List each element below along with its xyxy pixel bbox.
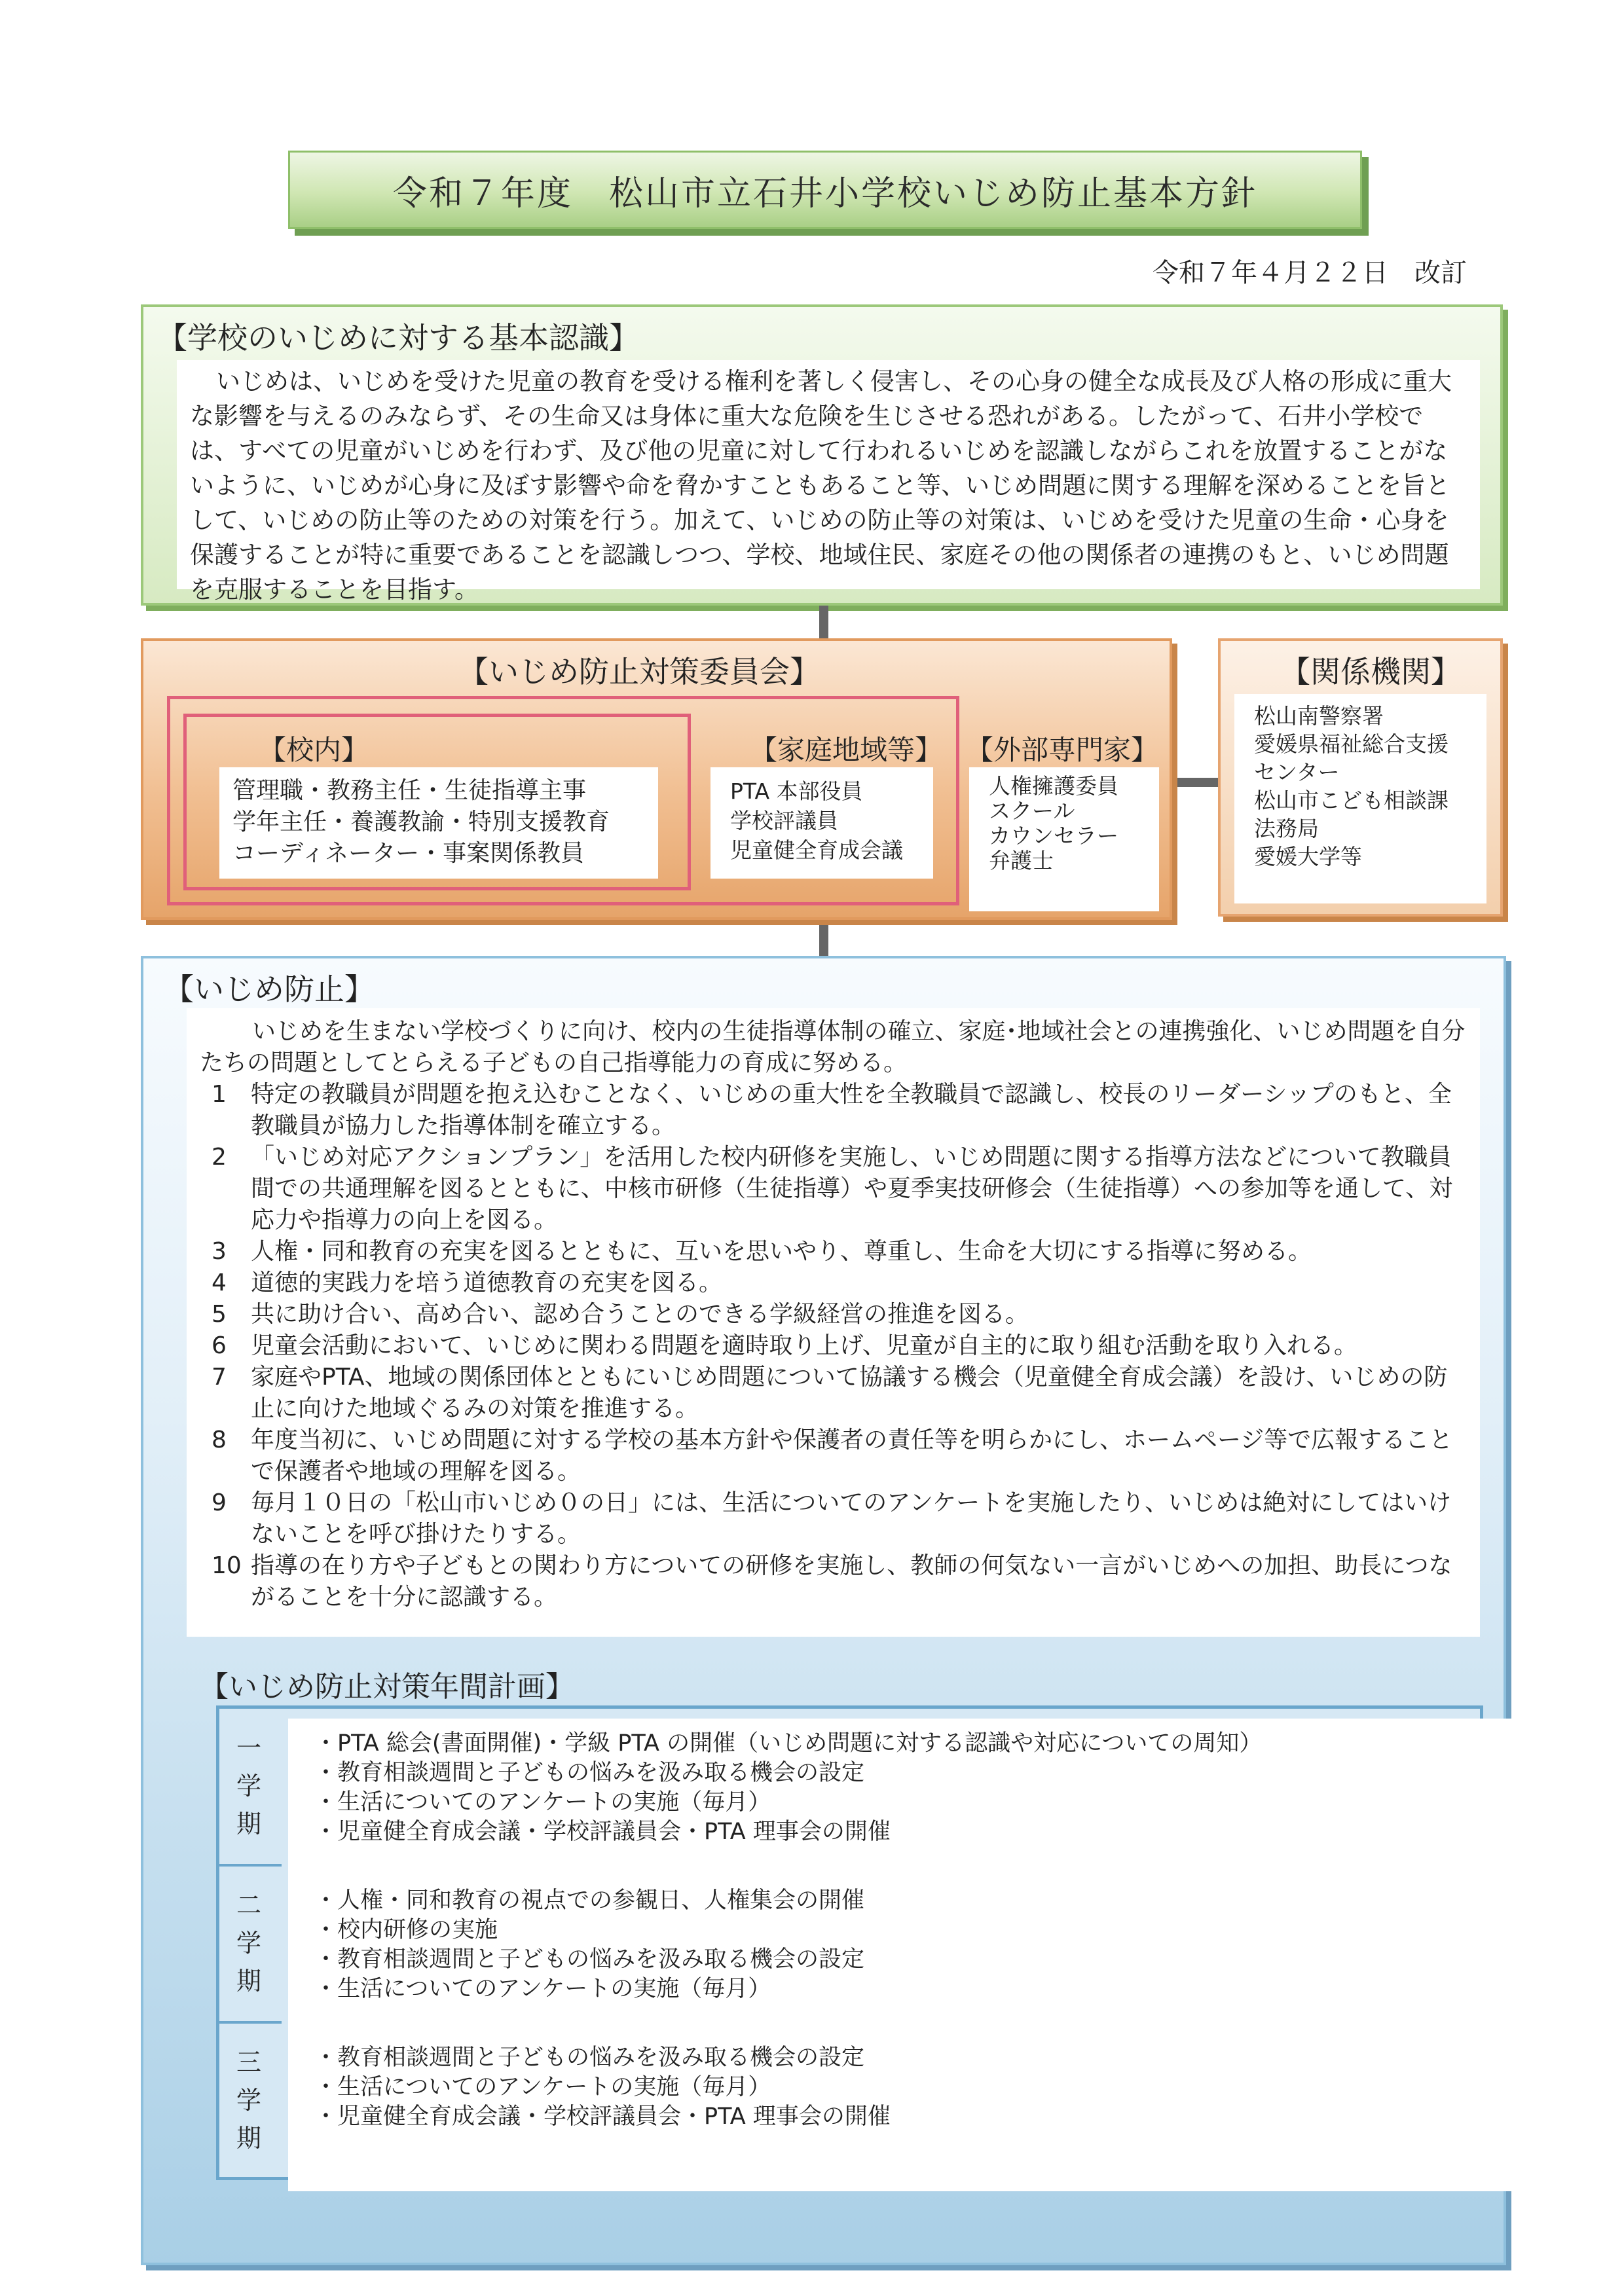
- item-text: 児童会活動において、いじめに関わる問題を適時取り上げ、児童が自主的に取り組む活動を取り入れる。: [251, 1332, 1357, 1359]
- list-item: ・生活についてのアンケートの実施（毎月）: [314, 1976, 771, 2002]
- list-item: 児童健全育成会議: [730, 837, 903, 863]
- prevention-item: [200, 1299, 1467, 1330]
- prevention-item: [200, 1487, 1467, 1550]
- list-item: PTA 本部役員: [730, 778, 863, 804]
- term-label-char: 二: [236, 1890, 261, 1920]
- item-number: 2: [212, 1144, 227, 1171]
- term-divider: [219, 2021, 282, 2024]
- list-item: 松山市こども相談課: [1254, 788, 1449, 813]
- item-number: 9: [212, 1489, 227, 1516]
- list-item: ・児童健全育成会議・学校評議員会・PTA 理事会の開催: [314, 2104, 891, 2130]
- term-label-char: 期: [236, 1966, 261, 1995]
- prevention-item: [200, 1362, 1467, 1425]
- list-item: コーディネーター・事案関係教員: [232, 840, 585, 867]
- term-label-char: 期: [236, 2123, 261, 2153]
- item-text: 指導の在り方や子どもとの関わり方についての研修を実施し、教師の何気ない一言がいじめへの加担、助長につながることを十分に認識する。: [251, 1552, 1452, 1611]
- term-activities-second: [288, 1876, 1526, 2034]
- item-number: 6: [212, 1332, 227, 1359]
- prevention-item: [200, 1550, 1467, 1613]
- list-item: ・人権・同和教育の視点での参観日、人権集会の開催: [314, 1887, 865, 1914]
- prevention-body: [187, 1008, 1480, 1637]
- term-label-char: 学: [236, 1928, 261, 1958]
- list-item: 愛媛県福祉総合支援: [1254, 731, 1449, 757]
- prevention-item: [200, 1236, 1467, 1267]
- connector-line: [1172, 778, 1218, 787]
- family-community-heading: 【家庭地域等】: [750, 734, 943, 766]
- list-item: センター: [1254, 759, 1340, 785]
- school-members-list: [219, 767, 658, 879]
- term-label-char: 三: [236, 2047, 261, 2077]
- revision-date: 令和７年４月２２日 改訂: [1153, 258, 1467, 288]
- prevention-item: [200, 1079, 1467, 1142]
- item-number: 4: [212, 1269, 227, 1296]
- list-item: ・生活についてのアンケートの実施（毎月）: [314, 1789, 771, 1815]
- list-item: カウンセラー: [989, 823, 1118, 848]
- prevention-item: [200, 1330, 1467, 1362]
- related-orgs-list: [1234, 694, 1486, 903]
- term-label-char: 学: [236, 1771, 261, 1800]
- prevention-item: [200, 1267, 1467, 1299]
- item-number: 10: [212, 1552, 242, 1579]
- page-title: 令和７年度 松山市立石井小学校いじめ防止基本方針: [288, 151, 1362, 229]
- list-item: 学校評議員: [730, 808, 838, 833]
- item-number: 1: [212, 1081, 227, 1108]
- term-label-first: [223, 1712, 275, 1859]
- list-item: ・教育相談週間と子どもの悩みを汲み取る機会の設定: [314, 2045, 865, 2071]
- term-label-char: 一: [236, 1733, 261, 1762]
- term-label-char: 学: [236, 2085, 261, 2115]
- item-text: 特定の教職員が問題を抱え込むことなく、いじめの重大性を全教職員で認識し、校長のリーダーシップのもと、全教職員が協力した指導体制を確立する。: [251, 1081, 1452, 1139]
- list-item: ・教育相談週間と子どもの悩みを汲み取る機会の設定: [314, 1946, 865, 1973]
- list-item: ・教育相談週間と子どもの悩みを汲み取る機会の設定: [314, 1760, 865, 1786]
- list-item: ・校内研修の実施: [314, 1917, 498, 1943]
- item-number: 3: [212, 1238, 227, 1265]
- item-number: 8: [212, 1427, 227, 1453]
- item-number: 5: [212, 1301, 227, 1328]
- external-experts-heading: 【外部専門家】: [966, 734, 1159, 766]
- related-orgs-heading: 【関係機関】: [1280, 654, 1461, 689]
- item-text: 共に助け合い、高め合い、認め合うことのできる学級経営の推進を図る。: [251, 1301, 1029, 1328]
- term-label-char: 期: [236, 1809, 261, 1838]
- list-item: 法務局: [1254, 816, 1319, 841]
- list-item: ・児童健全育成会議・学校評議員会・PTA 理事会の開催: [314, 1819, 891, 1845]
- list-item: スクール: [989, 798, 1075, 824]
- list-item: 弁護士: [989, 848, 1054, 873]
- prevention-intro: いじめを生まない学校づくりに向け、校内の生徒指導体制の確立、家庭･地域社会との連携強化、いじめ問題を自分たちの問題としてとらえる子どもの自己指導能力の育成に努める。: [200, 1018, 1466, 1076]
- item-text: 毎月１０日の「松山市いじめ０の日」には、生活についてのアンケートを実施したり、いじめは絶対にしてはいけないことを呼び掛けたりする。: [251, 1489, 1452, 1548]
- term-divider: [219, 1864, 282, 1867]
- item-text: 「いじめ対応アクションプラン」を活用した校内研修を実施し、いじめ問題に関する指導方法などについて教職員間での共通理解を図るとともに、中核市研修（生徒指導）や夏季実技研修会（生徒指導）への参加等を通して、対応力や指導力の向上を図る。: [251, 1144, 1453, 1233]
- school-members-heading: 【校内】: [259, 734, 369, 766]
- term-label-second: [223, 1869, 275, 2016]
- basic-recognition-body: [177, 360, 1480, 604]
- list-item: 人権擁護委員: [989, 773, 1118, 799]
- item-text: 家庭やPTA、地域の関係団体とともにいじめ問題について協議する機会（児童健全育成会議）を設け、いじめの防止に向けた地域ぐるみの対策を推進する。: [251, 1364, 1448, 1422]
- item-number: 7: [212, 1364, 227, 1391]
- term-activities-first: [288, 1719, 1526, 1877]
- external-experts-list: [969, 767, 1159, 911]
- term-activities-third: [288, 2033, 1526, 2191]
- list-item: 管理職・教務主任・生徒指導主事: [232, 777, 587, 804]
- prevention-item: [200, 1142, 1467, 1236]
- item-text: 人権・同和教育の充実を図るとともに、互いを思いやり、尊重し、生命を大切にする指導に努める。: [251, 1238, 1312, 1265]
- prevention-item: [200, 1425, 1467, 1487]
- committee-heading: 【いじめ防止対策委員会】: [458, 654, 820, 689]
- list-item: 愛媛大学等: [1254, 844, 1362, 869]
- item-text: 年度当初に、いじめ問題に対する学校の基本方針や保護者の責任等を明らかにし、ホームページ等で広報することで保護者や地域の理解を図る。: [251, 1427, 1453, 1485]
- list-item: ・PTA 総会(書面開催)・学級 PTA の開催（いじめ問題に対する認識や対応についての周知）: [314, 1730, 1263, 1757]
- basic-recognition-heading: 【学校のいじめに対する基本認識】: [157, 320, 639, 355]
- item-text: 道徳的実践力を培う道徳教育の充実を図る。: [251, 1269, 723, 1296]
- annual-plan-heading: 【いじめ防止対策年間計画】: [200, 1670, 574, 1704]
- list-item: 学年主任・養護教諭・特別支援教育: [232, 809, 610, 835]
- term-label-third: [223, 2026, 275, 2174]
- basic-recognition-text: いじめは、いじめを受けた児童の教育を受ける権利を著しく侵害し、その心身の健全な成長及び人格の形成に重大な影響を与えるのみならず、その生命又は身体に重大な危険を生じさせる恐れがある。したがって、石井小学校では、すべての児童がいじめを行わず、及び他の児童に対して行われるいじめを認識しながらこれを放置することがないように、いじめが心身に及ぼす影響や命を脅かすこともあること等、いじめ問題に関する理解を深めることを旨として、いじめの防止等のための対策を行う。加えて、いじめの防止等の対策は、いじめを受けた児童の生命・心身を保護することが特に重要であることを認識しつつ、学校、地域住民、家庭その他の関係者の連携のもと、いじめ問題を克服することを目指す。: [190, 367, 1452, 604]
- list-item: 松山南警察署: [1254, 703, 1384, 729]
- prevention-heading: 【いじめ防止】: [164, 972, 375, 1007]
- list-item: ・生活についてのアンケートの実施（毎月）: [314, 2074, 771, 2100]
- family-community-list: [710, 767, 933, 879]
